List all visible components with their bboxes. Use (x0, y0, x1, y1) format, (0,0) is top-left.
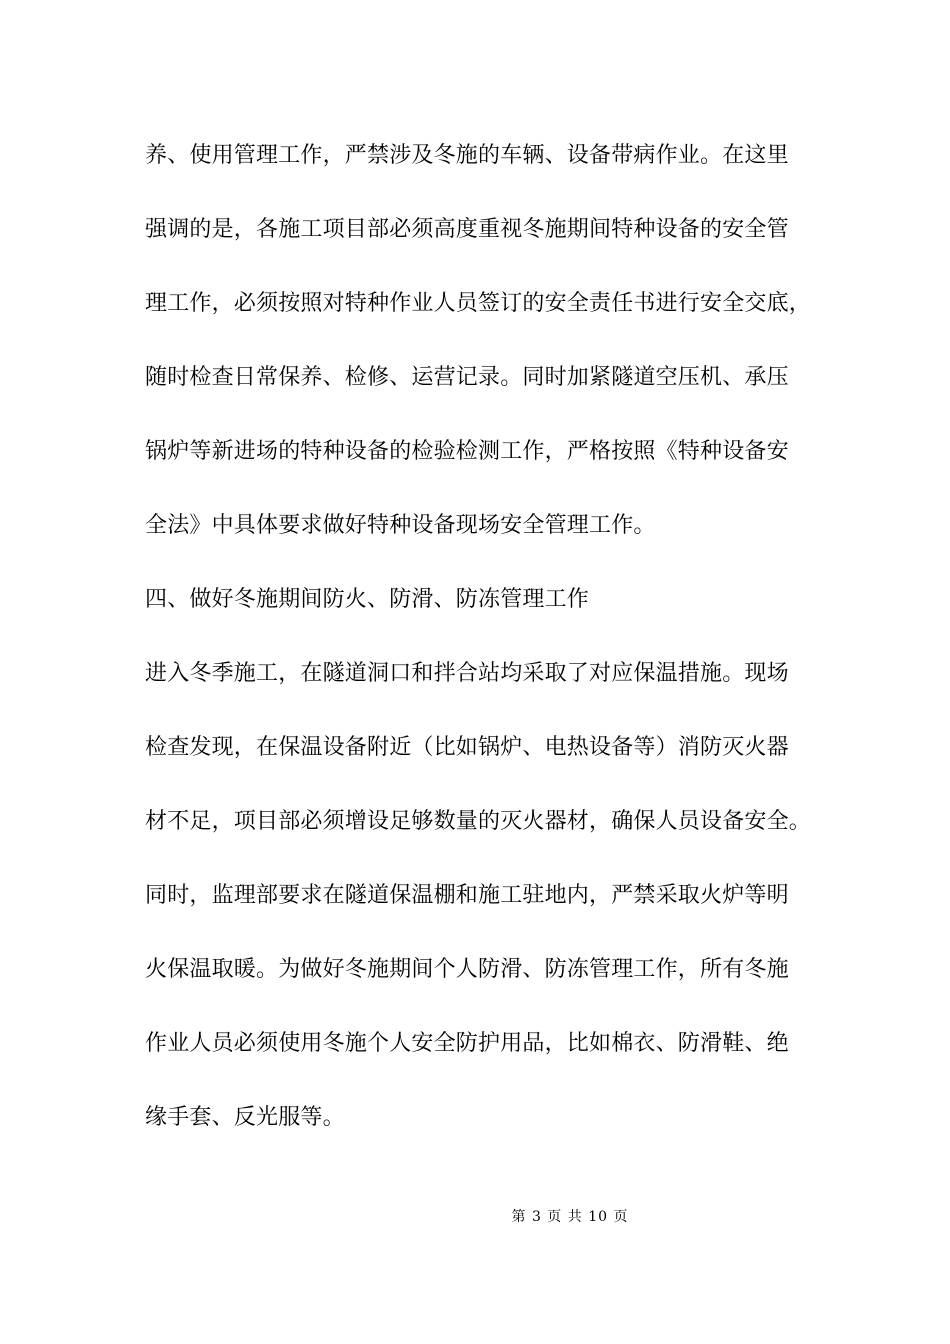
section-heading: 四、做好冬施期间防火、防滑、防冻管理工作 (145, 587, 590, 612)
body-line-8: 进入冬季施工，在隧道洞口和拌合站均采取了对应保温措施。现场 (145, 661, 789, 686)
body-line-12: 火保温取暖。为做好冬施期间个人防滑、防冻管理工作，所有冬施 (145, 957, 789, 982)
body-line-5: 锅炉等新进场的特种设备的检验检测工作，严格按照《特种设备安 (145, 439, 789, 464)
body-line-3: 理工作，必须按照对特种作业人员签订的安全责任书进行安全交底， (145, 291, 812, 316)
body-line-13: 作业人员必须使用冬施个人安全防护用品，比如棉衣、防滑鞋、绝 (145, 1031, 789, 1056)
body-line-9: 检查发现，在保温设备附近（比如锅炉、电热设备等）消防灭火器 (145, 735, 789, 760)
body-line-2: 强调的是，各施工项目部必须高度重视冬施期间特种设备的安全管 (145, 217, 789, 242)
body-line-14: 缘手套、反光服等。 (145, 1105, 345, 1130)
page-number-footer: 第 3 页 共 10 页 (511, 1209, 629, 1225)
body-line-11: 同时，监理部要求在隧道保温棚和施工驻地内，严禁采取火炉等明 (145, 883, 789, 908)
body-line-10: 材不足，项目部必须增设足够数量的灭火器材，确保人员设备安全。 (145, 809, 812, 834)
body-line-6: 全法》中具体要求做好特种设备现场安全管理工作。 (145, 513, 656, 538)
body-line-1: 养、使用管理工作，严禁涉及冬施的车辆、设备带病作业。在这里 (145, 143, 789, 168)
body-line-4: 随时检查日常保养、检修、运营记录。同时加紧隧道空压机、承压 (145, 365, 789, 390)
